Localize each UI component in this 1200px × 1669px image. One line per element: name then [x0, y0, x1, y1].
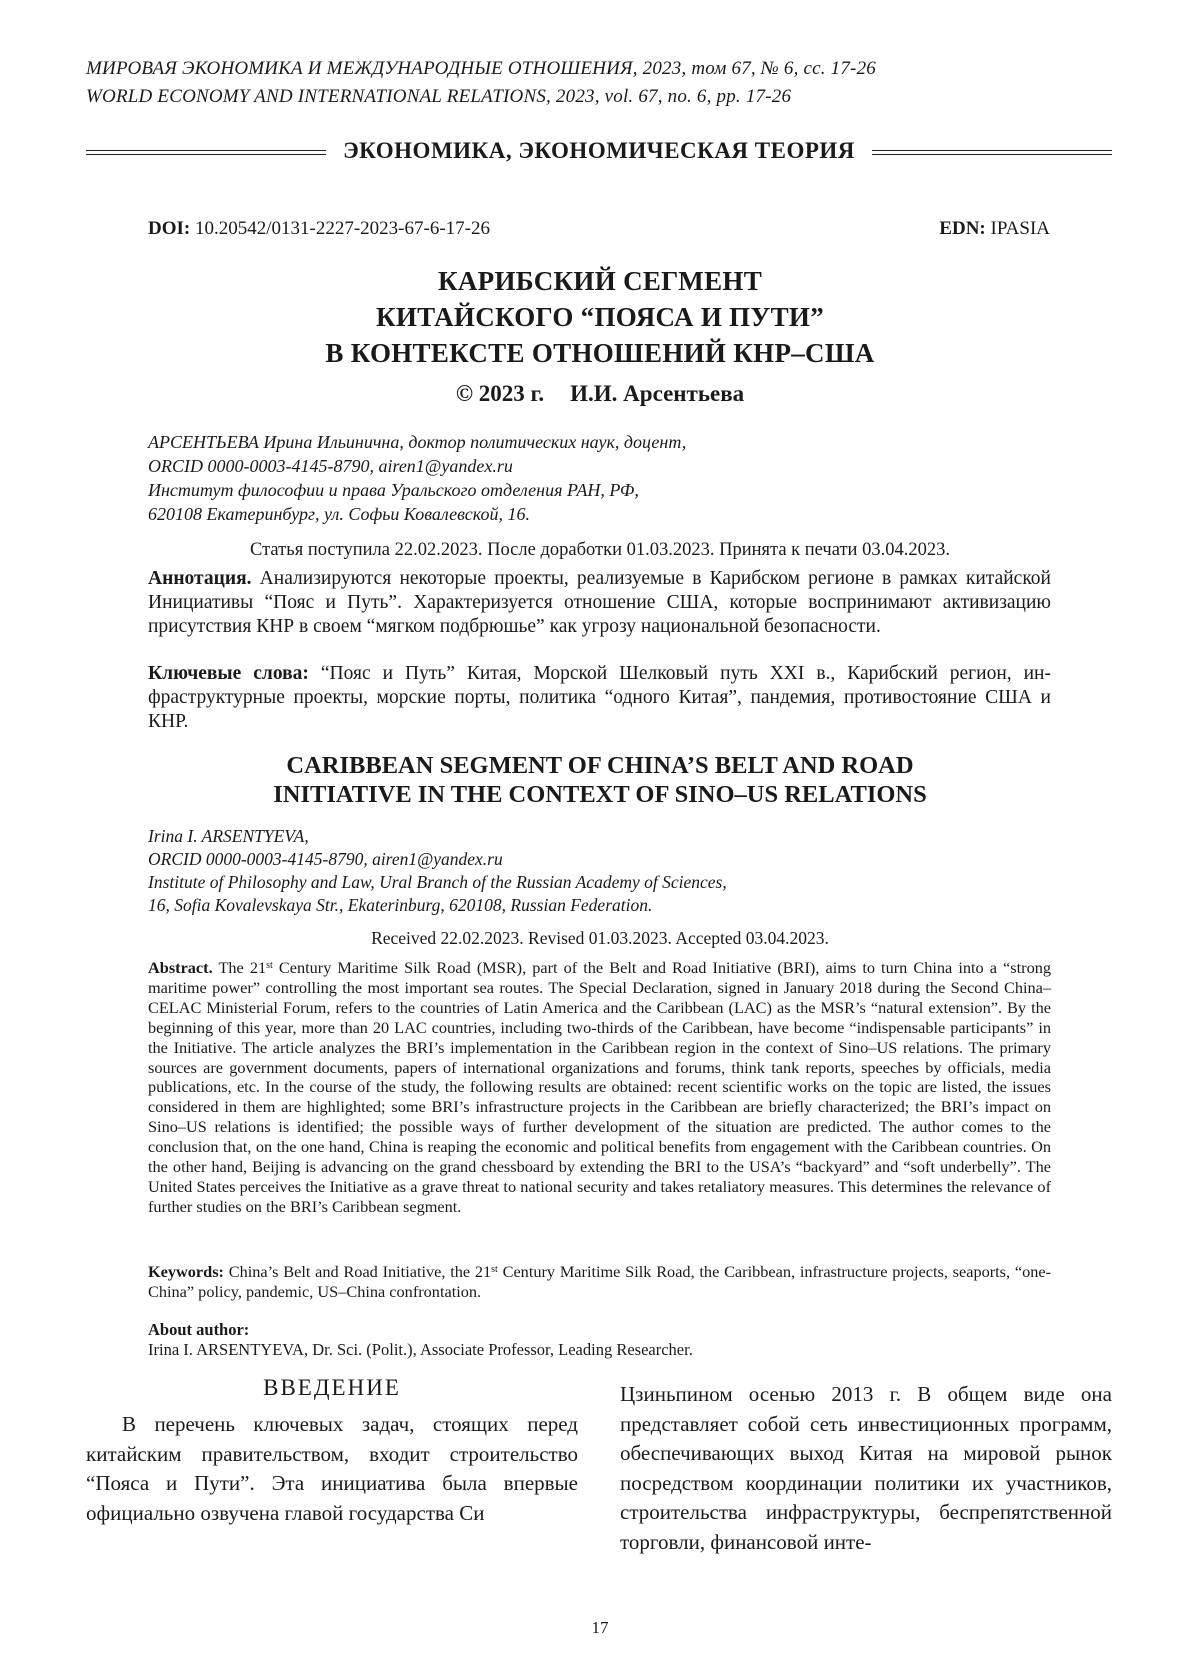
- double-rule-left: [86, 150, 326, 155]
- journal-citation-ru: МИРОВАЯ ЭКОНОМИКА И МЕЖДУНАРОДНЫЕ ОТНОШЕНИЯ, 2023, том 67, № 6, сс. 17-26: [86, 58, 876, 79]
- about-author-text: Irina I. ARSENTYEVA, Dr. Sci. (Polit.), Associate Professor, Leading Researcher.: [148, 1340, 693, 1359]
- abstract-en: [148, 958, 1051, 1217]
- keywords-ru-text: “Пояс и Путь” Китая, Морской Шелковый путь XXI в., Карибский регион, инфраструктурные проекты, морские порты, политика “одного Китая”, пандемия, противостояние США и КНР.: [148, 663, 1051, 732]
- affiliation-ru-orcid-email[interactable]: ORCID 0000-0003-4145-8790, airen1@yandex.ru: [148, 456, 513, 476]
- keywords-en-label: Keywords:: [148, 1262, 224, 1281]
- keywords-ru: [148, 662, 1051, 734]
- body-column-right: Цзиньпином осенью 2013 г. В общем виде она представляет собой сеть инвестиционных программ, обеспечивающих выход Китая на мировой рынок посредством координации политики их участников, строительства инфраструктуры, беспрепятственной торговли, финансовой инте-: [620, 1382, 1112, 1554]
- edn: [939, 218, 1050, 240]
- abstract-en-text: Century Maritime Silk Road (MSR), part of the Belt and Road Initiative (BRI), aims to turn China into a “strong maritime power” controlling the most important sea routes. The Special Declaration, signed in January 2018 during the Second China–CELAC Ministerial Forum, refers to the countries of Latin America and the Caribbean (LAC) as the MSR’s “natural extension”. By the beginning of this year, more than 20 LAC countries, including two-thirds of the Caribbean, have become “indispensable participants” in the Initiative. The article analyzes the BRI’s implementation in the Caribbean region in the context of Sino–US relations. The primary sources are government documents, papers of international organizations and forums, think tank reports, speeches by officials, media publications, etc. In the course of the study, the following results are obtained: recent scientific works on the topic are listed, the issues considered in them are highlighted; some BRI’s infrastructure projects in the Caribbean are briefly characterized; the BRI’s impact on Sino–US relations is identified; the possible ways of further development of the situation are predicted. The author comes to the conclusion that, on the one hand, China is reaping the economic and political benefits from engagement with the Caribbean countries. On the other hand, Beijing is advancing on the grand chessboard by extending the BRI to the USA’s “backyard” and “soft underbelly”. The United States perceives the Initiative as a grave threat to national security and takes retaliatory measures. This determines the relevance of further studies on the BRI’s Caribbean segment.: [148, 958, 1051, 1216]
- abstract-en-sup: st: [266, 960, 273, 971]
- affiliation-en-address: 16, Sofia Kovalevskaya Str., Ekaterinburg, 620108, Russian Federation.: [148, 895, 653, 915]
- keywords-ru-label: Ключевые слова:: [148, 663, 309, 684]
- affiliation-en-name: Irina I. ARSENTYEVA,: [148, 826, 309, 846]
- dates-ru: Статья поступила 22.02.2023. После доработки 01.03.2023. Принята к печати 03.04.2023.: [250, 540, 950, 560]
- journal-citation-en: WORLD ECONOMY AND INTERNATIONAL RELATIONS, 2023, vol. 67, no. 6, pp. 17-26: [86, 86, 792, 107]
- keywords-en-sup: st: [491, 1264, 498, 1275]
- abstract-ru-text: Анализируются некоторые проекты, реализуемые в Карибском регионе в рамках китайской Инициативы “Пояс и Путь”. Характеризуется отношение США, которые воспринимают активизацию присутствия КНР в своем “мягком подбрюшье” как угрозу национальной безопасности.: [148, 568, 1051, 637]
- page-number: 17: [591, 1618, 609, 1637]
- double-rule-right: [872, 150, 1112, 155]
- keywords-en: [148, 1262, 1051, 1302]
- keywords-en-text: Century Maritime Silk Road, the Caribbean, infrastructure projects, seaports, “one-China” policy, pandemic, US–China confrontation.: [148, 1262, 1052, 1301]
- title-ru-line-3: В КОНТЕКСТЕ ОТНОШЕНИЙ КНР–США: [325, 338, 875, 368]
- section-banner: [86, 134, 1112, 174]
- affiliation-ru-line-1: АРСЕНТЬЕВА Ирина Ильинична, доктор политических наук, доцент,: [148, 432, 687, 452]
- affiliation-ru-address: 620108 Екатеринбург, ул. Софьи Ковалевской, 16.: [148, 504, 530, 524]
- keywords-en-pre: China’s Belt and Road Initiative, the 21: [223, 1262, 492, 1281]
- section-title: ЭКОНОМИКА, ЭКОНОМИЧЕСКАЯ ТЕОРИЯ: [343, 138, 855, 163]
- doi-value[interactable]: 10.20542/0131-2227-2023-67-6-17-26: [194, 218, 490, 239]
- abstract-en-pre: The 21: [212, 958, 267, 977]
- copyright-year: © 2023 г.: [455, 381, 545, 406]
- introduction-heading: ВВЕДЕНИЕ: [263, 1375, 401, 1400]
- about-author-heading: About author:: [148, 1320, 250, 1339]
- doi-label: DOI:: [148, 218, 191, 239]
- title-en-line-1: CARIBBEAN SEGMENT OF CHINA’S BELT AND ROAD: [286, 752, 914, 779]
- body-column-left: В перечень ключевых задач, стоящих перед китайским правительством, входит строительство “Пояса и Пути”. Эта инициатива была впервые официально озвучена главой государства Си: [86, 1412, 578, 1525]
- affiliation-ru-institute: Институт философии и права Уральского отделения РАН, РФ,: [148, 480, 639, 500]
- affiliation-en-orcid-email[interactable]: ORCID 0000-0003-4145-8790, airen1@yandex.ru: [148, 849, 503, 869]
- author-line: [0, 381, 1200, 407]
- edn-value: IPASIA: [990, 218, 1050, 239]
- title-ru-line-2: КИТАЙСКОГО “ПОЯСА И ПУТИ”: [375, 302, 825, 332]
- author-name: И.И. Арсентьева: [570, 381, 745, 406]
- abstract-ru-label: Аннотация.: [148, 568, 252, 589]
- abstract-en-label: Abstract.: [148, 958, 213, 977]
- title-ru-line-1: КАРИБСКИЙ СЕГМЕНТ: [438, 266, 762, 296]
- edn-label: EDN:: [939, 218, 986, 239]
- abstract-ru: [148, 567, 1051, 639]
- title-en-line-2: INITIATIVE IN THE CONTEXT OF SINO–US RELATIONS: [273, 781, 927, 808]
- affiliation-en-institute: Institute of Philosophy and Law, Ural Branch of the Russian Academy of Sciences,: [148, 872, 727, 892]
- dates-en: Received 22.02.2023. Revised 01.03.2023. Accepted 03.04.2023.: [371, 928, 829, 948]
- doi: [148, 218, 490, 240]
